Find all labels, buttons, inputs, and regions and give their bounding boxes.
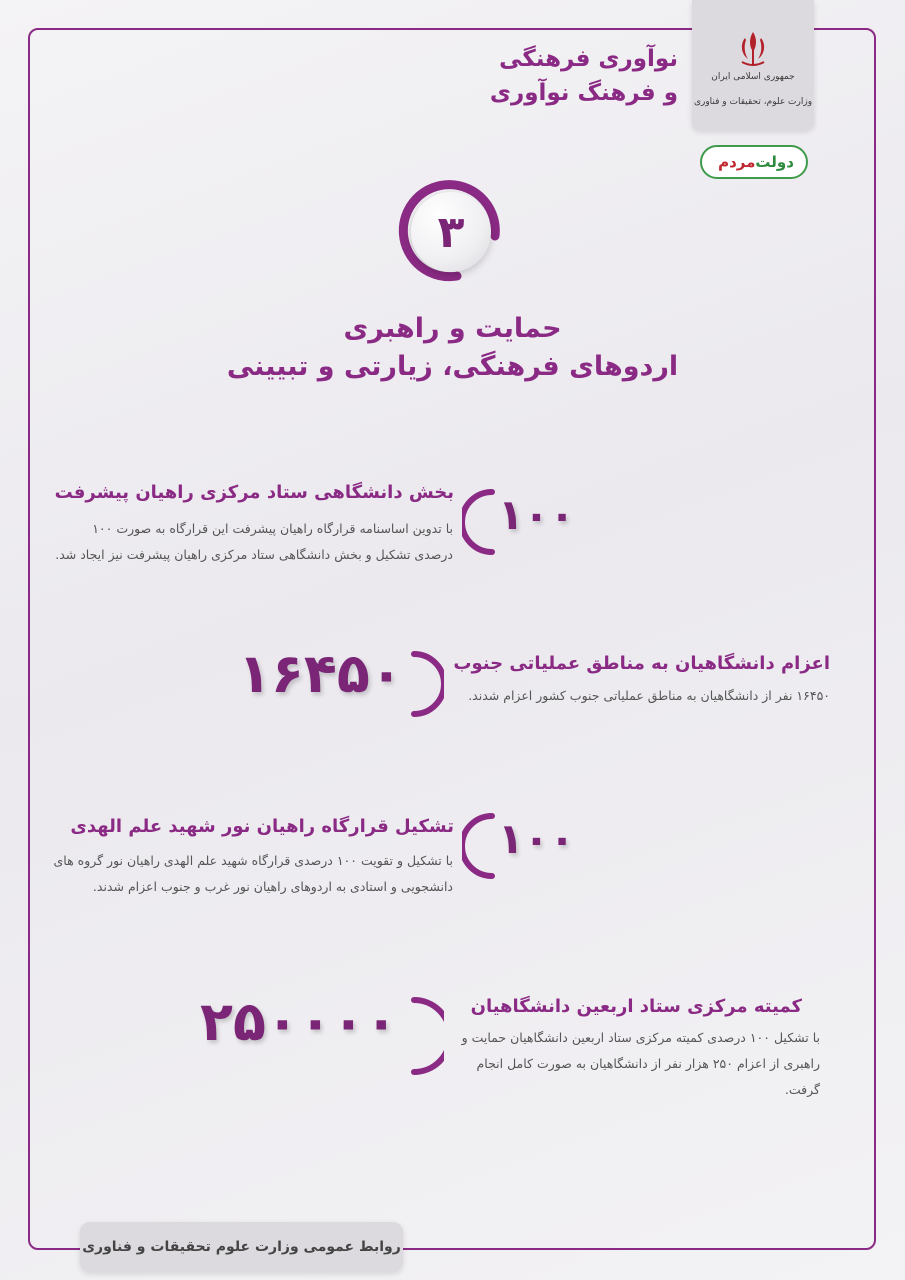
header-title-line-2: و فرهنگ نوآوری [489, 80, 678, 106]
section-number: ۳ [411, 192, 491, 272]
badge-word-1: دولت [755, 153, 794, 171]
item-3-number: ۱۰۰ [498, 814, 575, 863]
item-2-number: ۱۶۴۵۰ [238, 642, 403, 705]
item-4-text: با تشکیل ۱۰۰ درصدی کمیته مرکزی ستاد اربعین دانشگاهیان حمایت و راهبری از اعزام ۲۵۰ هزار نفر از دانشگاهیان به صورت کامل انجام گرفت. [461, 1030, 820, 1097]
logo-line-2: وزارت علوم، تحقیقات و فناوری [693, 97, 813, 107]
item-2-arc-icon [410, 650, 444, 718]
main-title-line-1: حمایت و راهبری [343, 313, 562, 344]
iran-emblem-icon [734, 28, 772, 68]
item-2-title: اعزام دانشگاهیان به مناطق عملیاتی جنوب [453, 653, 830, 674]
logo-line-1: جمهوری اسلامی ایران [711, 72, 795, 82]
item-1-number: ۱۰۰ [498, 490, 575, 539]
badge-word-2: مردم [718, 153, 756, 171]
header-title [490, 42, 678, 110]
dolat-mardom-badge [700, 145, 808, 179]
item-1-text: با تدوین اساسنامه قرارگاه راهیان پیشرفت این قرارگاه به صورت ۱۰۰ درصدی تشکیل و بخش دانشگاهی ستاد مرکزی راهیان پیشرفت نیز ایجاد شد. [55, 521, 453, 562]
item-4-arc-icon [410, 996, 444, 1076]
ministry-logo [692, 0, 814, 130]
section-number-badge [397, 178, 505, 286]
footer-label: روابط عمومی وزارت علوم تحقیقات و فناوری [80, 1222, 403, 1272]
header-title-line-1: نوآوری فرهنگی [499, 46, 678, 72]
item-4-title: کمیته مرکزی ستاد اربعین دانشگاهیان [470, 996, 802, 1017]
main-title [0, 310, 905, 386]
item-3-text: با تشکیل و تقویت ۱۰۰ درصدی قرارگاه شهید علم الهدی راهیان نور گروه های دانشجویی و استادی به اردوهای راهیان نور غرب و جنوب اعزام شدند. [53, 853, 453, 894]
item-3-arc-icon [462, 812, 496, 880]
item-2-text: ۱۶۴۵۰ نفر از دانشگاهیان به مناطق عملیاتی جنوب کشور اعزام شدند. [468, 688, 830, 703]
item-3-title: تشکیل قرارگاه راهیان نور شهید علم الهدی [70, 816, 454, 837]
main-title-line-2: اردوهای فرهنگی، زیارتی و تبیینی [226, 351, 679, 382]
item-1-arc-icon [462, 488, 496, 556]
item-1-title: بخش دانشگاهی ستاد مرکزی راهیان پیشرفت [54, 482, 454, 503]
item-4-number: ۲۵۰۰۰۰ [200, 990, 398, 1053]
